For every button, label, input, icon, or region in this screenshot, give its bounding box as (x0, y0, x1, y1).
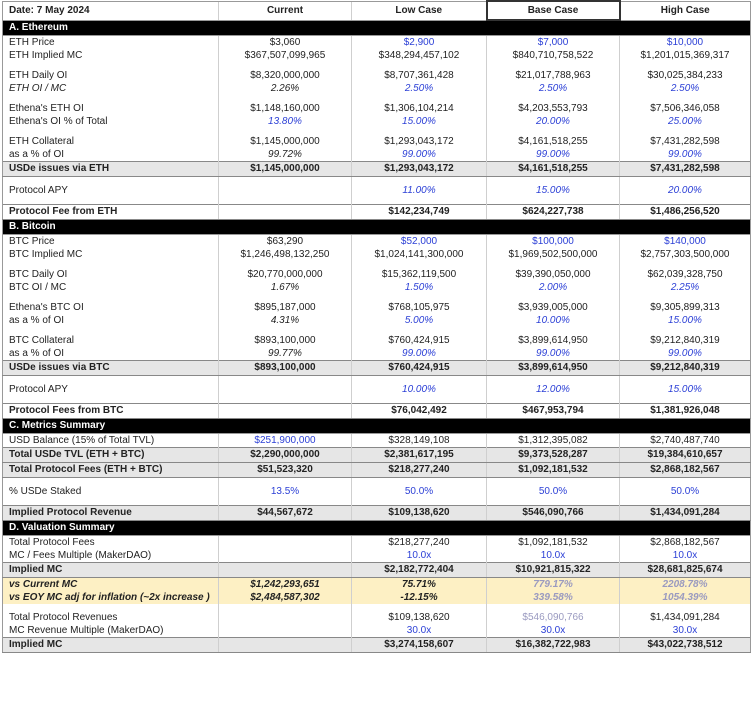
table-row: Total Protocol Fees $218,277,240 $1,092,181,532 $2,868,182,567 (3, 536, 751, 550)
section-header-valuation: D. Valuation Summary (3, 521, 751, 536)
spacer-row (3, 376, 751, 384)
table-row: Ethena's BTC OI $895,187,000 $768,105,975 $3,939,005,000 $9,305,899,313 (3, 301, 751, 314)
total-row: Total Protocol Fees (ETH + BTC) $51,523,320 $218,277,240 $1,092,181,532 $2,868,182,567 (3, 463, 751, 478)
date-label: Date: 7 May 2024 (3, 1, 219, 20)
spacer-row (3, 128, 751, 135)
table-row: MC Revenue Multiple (MakerDAO) 30.0x 30.0x 30.0x (3, 624, 751, 638)
spacer-row (3, 177, 751, 185)
scenario-table (2, 0, 751, 653)
table-row: BTC Price $63,290 $52,000 $100,000 $140,000 (3, 235, 751, 249)
total-row: USDe issues via ETH $1,145,000,000 $1,293,043,172 $4,161,518,255 $7,431,282,598 (3, 162, 751, 177)
valuation-spreadsheet (2, 0, 750, 653)
spacer-row (3, 261, 751, 268)
table-row: ETH OI / MC 2.26% 2.50% 2.50% 2.50% (3, 82, 751, 95)
spacer-row (3, 197, 751, 205)
total-row: Implied MC $3,274,158,607 $16,382,722,983 $43,022,738,512 (3, 638, 751, 653)
section-header-bitcoin: B. Bitcoin (3, 220, 751, 235)
table-row: ETH Daily OI $8,320,000,000 $8,707,361,428 $21,017,788,963 $30,025,384,233 (3, 69, 751, 82)
total-row: Total USDe TVL (ETH + BTC) $2,290,000,000 $2,381,617,195 $9,373,528,287 $19,384,610,657 (3, 448, 751, 463)
table-row: ETH Implied MC $367,507,099,965 $348,294,457,102 $840,710,758,522 $1,201,015,369,317 (3, 49, 751, 62)
spacer-row (3, 396, 751, 404)
table-row: as a % of OI 4.31% 5.00% 10.00% 15.00% (3, 314, 751, 327)
table-row: MC / Fees Multiple (MakerDAO) 10.0x 10.0x 10.0x (3, 549, 751, 563)
total-row: Protocol Fees from BTC $76,042,492 $467,953,794 $1,381,926,048 (3, 404, 751, 419)
table-row: BTC Daily OI $20,770,000,000 $15,362,119,500 $39,390,050,000 $62,039,328,750 (3, 268, 751, 281)
total-row: Implied Protocol Revenue $44,567,672 $109,138,620 $546,090,766 $1,434,091,284 (3, 506, 751, 521)
col-header-low-case[interactable]: Low Case (352, 1, 487, 20)
table-row: Ethena's OI % of Total 13.80% 15.00% 20.00% 25.00% (3, 115, 751, 128)
table-row: Protocol APY 10.00% 12.00% 15.00% (3, 383, 751, 396)
table-row: BTC Collateral $893,100,000 $760,424,915 $3,899,614,950 $9,212,840,319 (3, 334, 751, 347)
table-row: as a % of OI 99.72% 99.00% 99.00% 99.00% (3, 148, 751, 162)
table-row: Protocol APY 11.00% 15.00% 20.00% (3, 184, 751, 197)
table-row: % USDe Staked 13.5% 50.0% 50.0% 50.0% (3, 485, 751, 498)
highlight-row: vs Current MC $1,242,293,651 75.71% 779.17% 2208.78% (3, 578, 751, 592)
spacer-row (3, 62, 751, 69)
table-row: Ethena's ETH OI $1,148,160,000 $1,306,104,214 $4,203,553,793 $7,506,346,058 (3, 102, 751, 115)
total-row: USDe issues via BTC $893,100,000 $760,424,915 $3,899,614,950 $9,212,840,319 (3, 361, 751, 376)
col-header-current[interactable]: Current (219, 1, 352, 20)
spacer-row (3, 294, 751, 301)
table-row: as a % of OI 99.77% 99.00% 99.00% 99.00% (3, 347, 751, 361)
spacer-row (3, 478, 751, 486)
table-row: ETH Price $3,060 $2,900 $7,000 $10,000 (3, 36, 751, 50)
spacer-row (3, 95, 751, 102)
total-row: Implied MC $2,182,772,404 $10,921,815,322 $28,681,825,674 (3, 563, 751, 578)
section-header-metrics: C. Metrics Summary (3, 419, 751, 434)
header-row (3, 1, 751, 20)
highlight-row: vs EOY MC adj for inflation (~2x increase ) $2,484,587,302 -12.15% 339.58% 1054.39% (3, 591, 751, 604)
table-row: BTC OI / MC 1.67% 1.50% 2.00% 2.25% (3, 281, 751, 294)
col-header-base-case[interactable]: Base Case (487, 1, 620, 20)
table-row: Total Protocol Revenues $109,138,620 $546,090,766 $1,434,091,284 (3, 611, 751, 624)
total-row: Protocol Fee from ETH $142,234,749 $624,227,738 $1,486,256,520 (3, 205, 751, 220)
section-header-ethereum: A. Ethereum (3, 20, 751, 36)
spacer-row (3, 604, 751, 611)
table-row: USD Balance (15% of Total TVL) $251,900,000 $328,149,108 $1,312,395,082 $2,740,487,740 (3, 434, 751, 448)
spacer-row (3, 498, 751, 506)
col-header-high-case[interactable]: High Case (620, 1, 751, 20)
spacer-row (3, 327, 751, 334)
table-row: BTC Implied MC $1,246,498,132,250 $1,024,141,300,000 $1,969,502,500,000 $2,757,303,500,000 (3, 248, 751, 261)
table-row: ETH Collateral $1,145,000,000 $1,293,043,172 $4,161,518,255 $7,431,282,598 (3, 135, 751, 148)
